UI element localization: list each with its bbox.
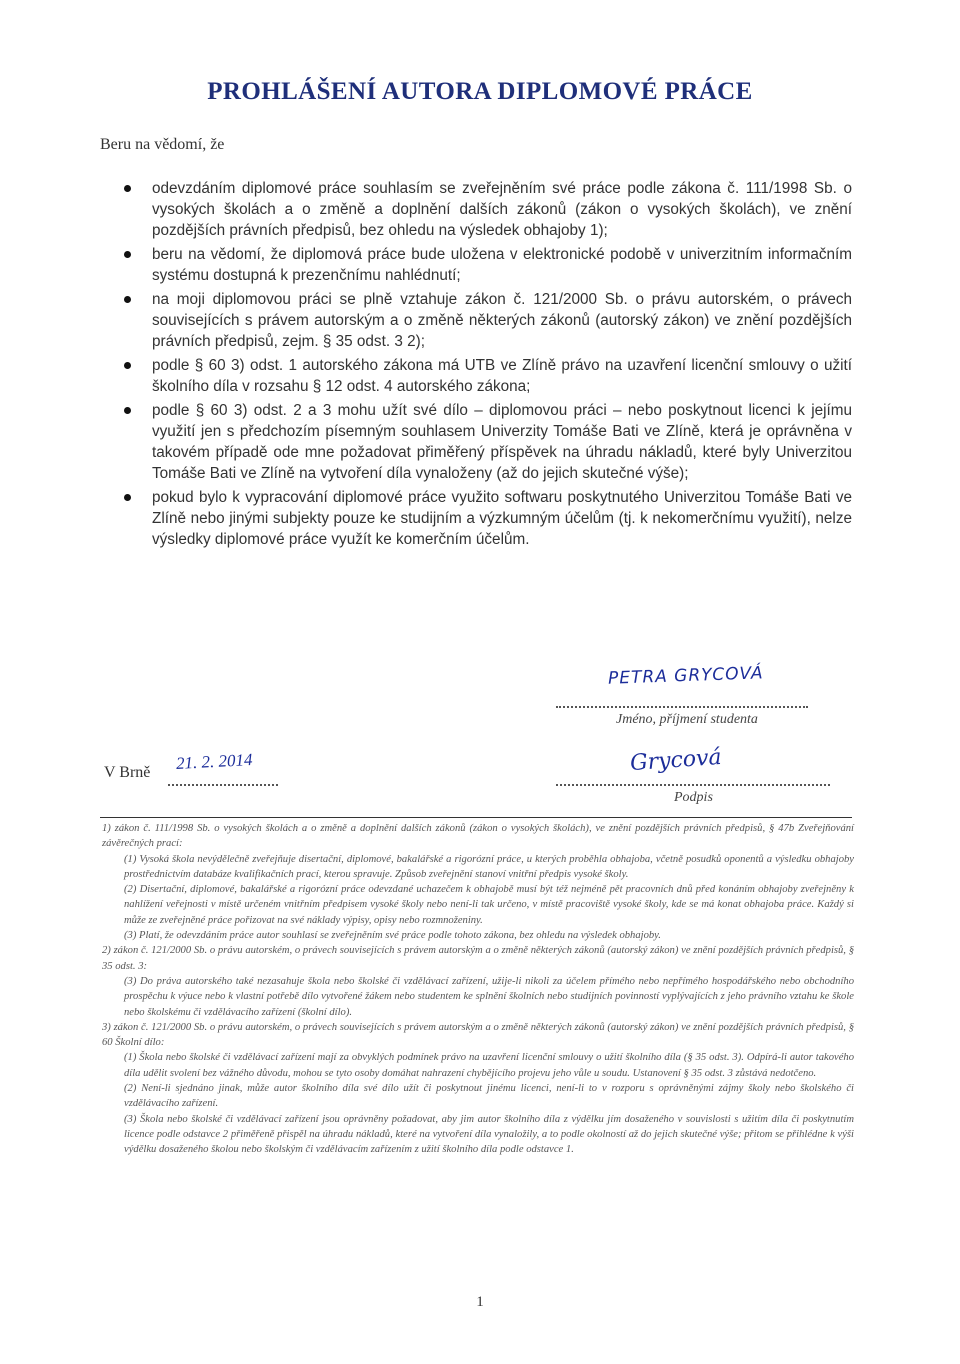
- declaration-item-text: pokud bylo k vypracování diplomové práce využito softwaru poskytnutého Univerzitou Tomáše Bati ve Zlíně nebo jinými subjekty pouze ke studijním a výzkumným účelům (tj. k nekomerčnímu využití), nelze výsledky diplomové práce využít ke komerčním účelům.: [152, 489, 852, 548]
- bullet-icon: [124, 407, 131, 414]
- declaration-item: [152, 244, 852, 286]
- footnote-paragraph: (1) Škola nebo školské či vzdělávací zařízení mají za obvyklých podmínek právo na uzavření licenční smlouvy o užití školního díla (§ 35 odst. 3). Odpírá-li autor takového díla udělit svolení bez vážného důvodu, mohou se tyto osoby domáhat nahrazení chybějícího projevu jeho vůle u soudu. Ustanovení § 35 odst. 3 zůstává nedotčeno.: [124, 1052, 854, 1079]
- declaration-item-text: podle § 60 3) odst. 2 a 3 mohu užít své dílo – diplomovou práci – nebo poskytnout licenci k jejímu využití jen s předchozím písemným souhlasem Univerzity Tomáše Bati ve Zlíně, která je oprávněna v takovém případě ode mne požadovat přiměřený příspěvek na úhradu nákladů, které byly Univerzitou Tomáše Bati ve Zlíně na vytvoření díla vynaloženy (až do jejich skutečné výše);: [152, 402, 852, 482]
- declaration-item-text: beru na vědomí, že diplomová práce bude uložena v elektronické podobě v univerzitním informačním systému dostupná k prezenčnímu nahlédnutí;: [152, 246, 852, 284]
- signature-caption: Podpis: [674, 790, 713, 805]
- footnote-paragraph: (3) Platí, že odevzdáním práce autor souhlasí se zveřejněním své práce podle tohoto zákona, bez ohledu na výsledek obhajoby.: [124, 930, 661, 942]
- declaration-item: [152, 355, 852, 397]
- footnote-paragraph: (1) Vysoká škola nevýdělečně zveřejňuje disertační, diplomové, bakalářské a rigorózní práce, u kterých proběhla obhajoba, včetně posudků oponentů a výsledku obhajoby prostřednictvím databáze kvalifikačních prací, kterou spravuje. Způsob zveřejnění stanoví vnitřní předpis vysoké školy.: [124, 853, 854, 880]
- declaration-item-text: podle § 60 3) odst. 1 autorského zákona má UTB ve Zlíně právo na uzavření licenční smlouvy o užití školního díla v rozsahu § 12 odst. 4 autorského zákona;: [152, 357, 852, 395]
- declaration-item: [152, 400, 852, 484]
- declaration-list: [152, 178, 852, 553]
- footnote-divider: [100, 817, 852, 818]
- page-title: PROHLÁŠENÍ AUTORA DIPLOMOVÉ PRÁCE: [207, 78, 753, 105]
- city-label: V Brně: [104, 764, 151, 781]
- footnote-paragraph: (2) Není-li sjednáno jinak, může autor školního díla své dílo užít či poskytnout jinému licenci, není-li to v rozporu s oprávněnými zájmy školy nebo školského či vzdělávacího zařízení.: [124, 1083, 854, 1110]
- declaration-item: [152, 487, 852, 550]
- declaration-item: [152, 289, 852, 352]
- handwritten-student-name: PETRA GRYCOVÁ: [607, 663, 764, 689]
- signature-field: [556, 744, 832, 786]
- bullet-icon: [124, 185, 131, 192]
- bullet-icon: [124, 362, 131, 369]
- declaration-item-text: odevzdáním diplomové práce souhlasím se zveřejněním své práce podle zákona č. 111/1998 Sb. o vysokých školách a o změně a doplnění dalších zákonů (zákon o vysokých školách), ve znění pozdějších právních předpisů, bez ohledu na výsledek obhajoby 1);: [152, 180, 852, 239]
- handwritten-signature: Grycová: [629, 744, 723, 777]
- declaration-item: [152, 178, 852, 241]
- footnote-paragraph: (2) Disertační, diplomové, bakalářské a rigorózní práce odevzdané uchazečem k obhajobě musí být též nejméně pět pracovních dnů před konáním obhajoby zveřejněny k nahlížení veřejnosti v místě určeném vnitřním předpisem vysoké školy nebo není-li tak určeno, v místě pracoviště vysoké školy, kde se má konat obhajoba práce. Každý si může ze zveřejněné práce pořizovat na své náklady výpisy, opisy nebo rozmnoženiny.: [124, 884, 854, 926]
- declaration-item-text: na moji diplomovou práci se plně vztahuje zákon č. 121/2000 Sb. o právu autorském, o právech souvisejících s právem autorským a o změně některých zákonů (autorský zákon) ve znění pozdějších právních předpisů, zejm. § 35 odst. 3 2);: [152, 291, 852, 350]
- signature-dotted-line: [556, 784, 830, 786]
- page-number: 1: [476, 1294, 484, 1310]
- footnotes: [102, 821, 854, 1158]
- bullet-icon: [124, 494, 131, 501]
- student-name-caption: Jméno, příjmení studenta: [616, 712, 758, 727]
- footnote-paragraph: (3) Škola nebo školské či vzdělávací zařízení jsou oprávněny požadovat, aby jim autor školního díla z výdělku jím dosaženého v souvislosti s užitím díla či poskytnutím licence podle odstavce 2 přiměřeně přispěl na úhradu nákladů, které na vytvoření díla vynaložily, a to podle okolností až do jejich skutečné výše; přitom se přihlédne k výši výdělku dosaženého školou nebo školským či vzdělávacím zařízením z užití školního díla podle odstavce 1.: [124, 1113, 854, 1156]
- footnote-paragraph: (3) Do práva autorského také nezasahuje škola nebo školské či vzdělávací zařízení, užije-li nikoli za účelem přímého nebo nepřímého hospodářského nebo obchodního prospěchu k výuce nebo k vlastní potřebě dílo vytvořené žákem nebo studentem ke splnění školních nebo studijních povinností vyplývajících z jeho právního vztahu ke škole nebo školskému či vzdělávacího zařízení (školní dílo).: [124, 975, 854, 1018]
- bullet-icon: [124, 251, 131, 258]
- handwritten-date: 21. 2. 2014: [175, 750, 253, 773]
- bullet-icon: [124, 296, 131, 303]
- footnote: 3) zákon č. 121/2000 Sb. o právu autorském, o právech souvisejících s právem autorským a o změně některých zákonů (autorský zákon) ve znění pozdějších právních předpisů, § 60 Školní dílo:: [102, 1021, 854, 1049]
- date-dotted-line: [168, 784, 278, 786]
- intro-text: Beru na vědomí, že: [100, 136, 225, 153]
- footnote: 1) zákon č. 111/1998 Sb. o vysokých školách a o změně a doplnění dalších zákonů (zákon o vysokých školách), ve znění pozdějších právních předpisů, § 47b Zveřejňování závěrečných prací:: [102, 823, 854, 850]
- student-name-field: [556, 664, 810, 708]
- footnote: 2) zákon č. 121/2000 Sb. o právu autorském, o právech souvisejících s právem autorským a o změně některých zákonů (autorský zákon) ve znění pozdějších právních předpisů, § 35 odst. 3:: [102, 945, 854, 972]
- name-dotted-line: [556, 706, 808, 708]
